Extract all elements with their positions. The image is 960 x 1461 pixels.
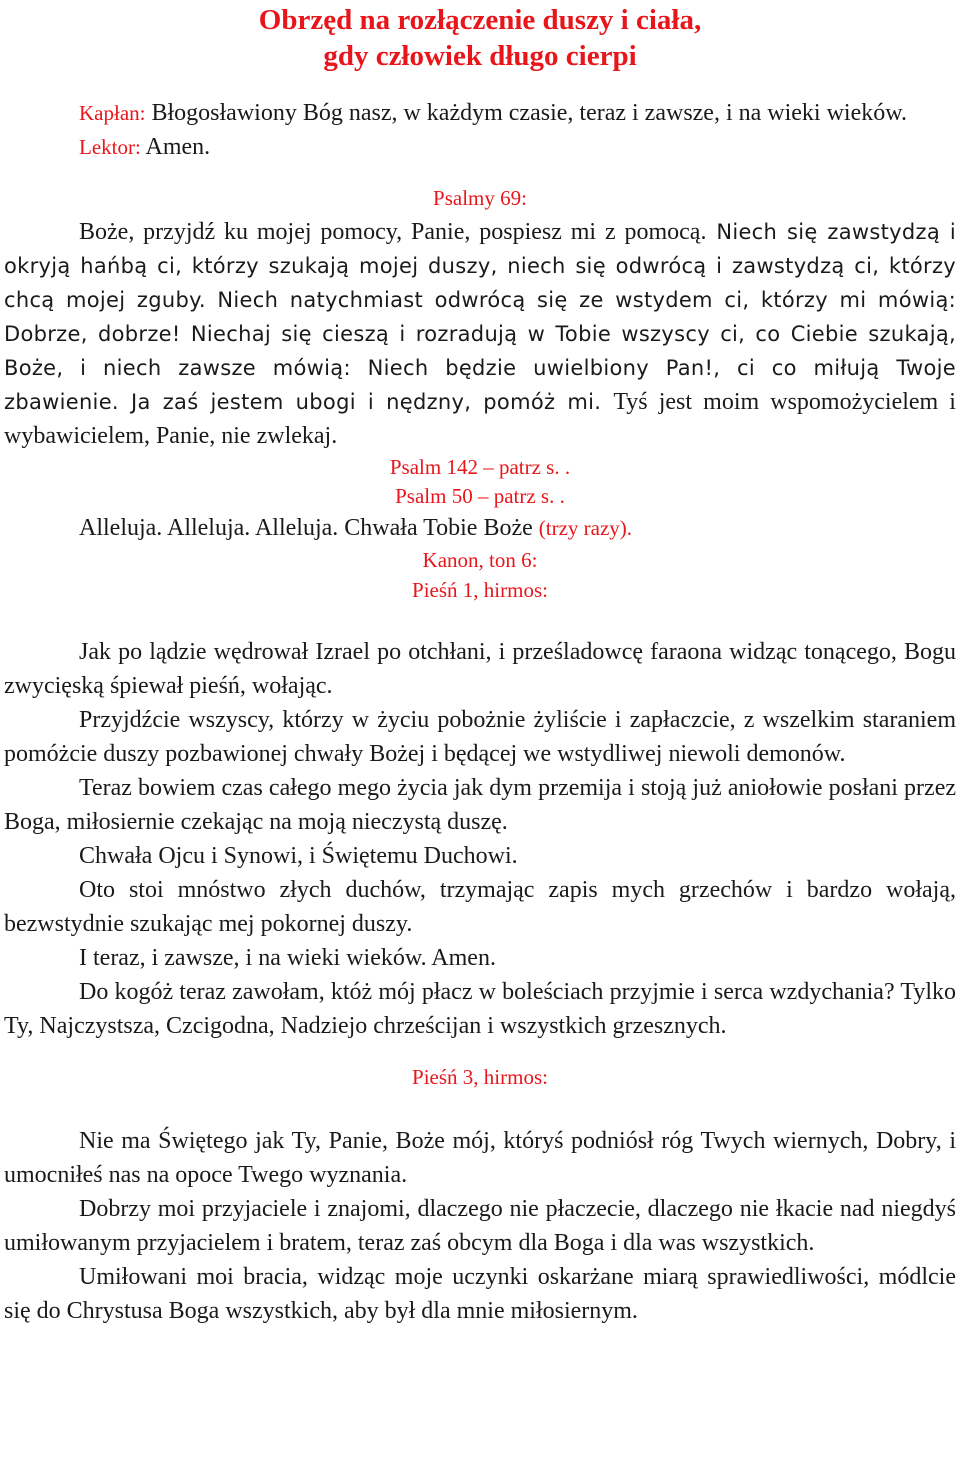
ode1-troparion: Oto stoi mnóstwo złych duchów, trzymając zapis mych grzechów i bardzo wołają, bezwstydnie szukając mej pokornej duszy. <box>4 877 956 937</box>
reader-verse <box>4 130 956 164</box>
alleluia-line <box>4 511 956 545</box>
ode3-troparia <box>4 1124 956 1328</box>
reader-text: Amen. <box>145 134 211 160</box>
alleluia-note: (trzy razy). <box>538 516 633 540</box>
ode1-theotokion: Do kogóż teraz zawołam, któż mój płacz w boleściach przyjmie i serca wzdychania? Tylko Ty, Najczystsza, Czcigodna, Nadziejo chrześcijan i wszystkich grzesznych. <box>4 979 956 1039</box>
ode1-doxology: Chwała Ojcu i Synowi, i Świętemu Duchowi. <box>79 843 518 869</box>
priest-label: Kapłan: <box>79 101 146 125</box>
priest-verse <box>4 96 956 130</box>
psalm69-heading: Psalmy 69: <box>433 186 527 210</box>
psalm69-verse-4: Ja zaś jestem ubogi i nędzny, pomóż mi. <box>130 390 602 414</box>
ode1-now-and-ever: I teraz, i zawsze, i na wieki wieków. Amen. <box>79 945 496 971</box>
psalm69-verse-3: Niechaj się cieszą i rozradują w Tobie wszyscy ci, co Ciebie szukają, Boże, i niech zawsze mówią: Niech będzie uwielbiony Pan!, ci co miłują Twoje zbawienie. <box>4 322 956 414</box>
psalm69-verse-5: Tyś jest moim wspomożycielem i wybawicielem, Panie, nie zwlekaj. <box>4 389 956 449</box>
ode3-troparion: Umiłowani moi bracia, widząc moje uczynki oskarżane miarą sprawiedliwości, módlcie się do Chrystusa Boga wszystkich, aby był dla mnie miłosiernym. <box>4 1264 956 1324</box>
ode3-troparion: Dobrzy moi przyjaciele i znajomi, dlaczego nie płaczecie, dlaczego nie łkacie nad niegdyś umiłowanym przyjacielem i bratem, teraz zaś obcym dla Boga i dla was wszystkich. <box>4 1196 956 1256</box>
title-line-2: gdy człowiek długo cierpi <box>323 40 637 72</box>
ode1-troparion: Teraz bowiem czas całego mego życia jak dym przemija i stoją już aniołowie posłani przez Boga, miłosiernie czekając na moją nieczystą duszę. <box>4 775 956 835</box>
kanon-heading: Kanon, ton 6: <box>422 548 538 572</box>
psalm69-text <box>4 215 956 453</box>
psalm69-verse-2: Niech się zawstydzą i okryją hańbą ci, którzy szukają mojej duszy, niech się odwrócą i zawstydzą ci, którzy chcą mojej zguby. Niech natychmiast odwrócą się ze wstydem ci, którzy mi mówią: Dobrze, dobrze! <box>4 220 956 346</box>
ode1-troparia <box>4 635 956 1043</box>
ode1-troparion: Przyjdźcie wszyscy, którzy w życiu pobożnie żyliście i zapłaczcie, z wszelkim staraniem pomóżcie duszy pozbawionej chwały Bożej i będącej we wstydliwej niewoli demonów. <box>4 707 956 767</box>
ode1-troparion: Jak po lądzie wędrował Izrael po otchłani, i prześladowcę faraona widząc tonącego, Bogu zwycięską śpiewał pieśń, wołając. <box>4 639 956 699</box>
title-line-1: Obrzęd na rozłączenie duszy i ciała, <box>258 4 702 36</box>
document-title <box>4 0 956 74</box>
ode1-heading: Pieśń 1, hirmos: <box>412 578 548 602</box>
ode3-troparion: Nie ma Świętego jak Ty, Panie, Boże mój, któryś podniósł róg Twych wiernych, Dobry, i umocniłeś nas na opoce Twego wyznania. <box>4 1128 956 1188</box>
ode3-heading: Pieśń 3, hirmos: <box>412 1065 548 1089</box>
psalm69-verse-1: Boże, przyjdź ku mojej pomocy, Panie, pospiesz mi z pomocą. <box>79 219 707 245</box>
psalm142-reference: Psalm 142 – patrz s. . <box>389 455 571 479</box>
reader-label: Lektor: <box>79 135 141 159</box>
alleluia-text: Alleluja. Alleluja. Alleluja. Chwała Tobie Boże <box>79 515 533 541</box>
psalm50-reference: Psalm 50 – patrz s. . <box>395 484 565 508</box>
priest-text: Błogosławiony Bóg nasz, w każdym czasie, teraz i zawsze, i na wieki wieków. <box>151 100 908 126</box>
